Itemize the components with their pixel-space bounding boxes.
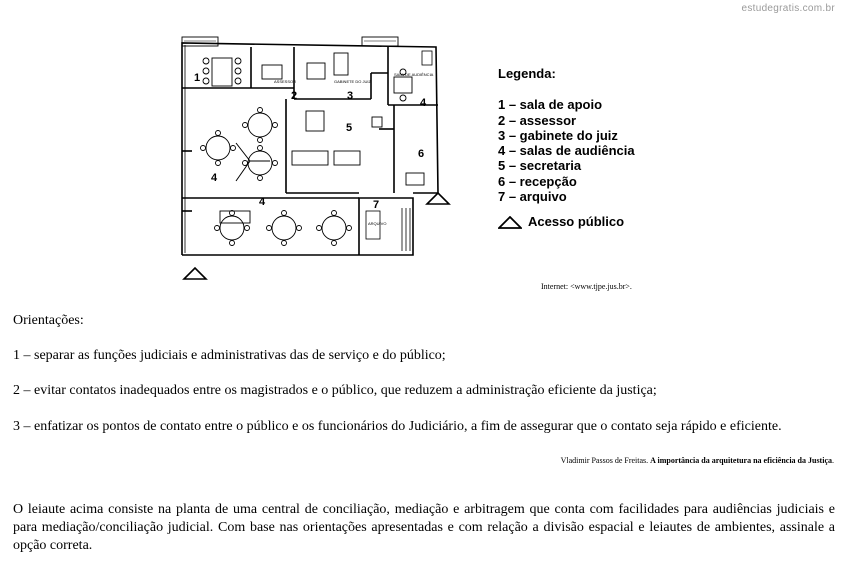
work-title: A importância da arquitetura na eficiência da Justiça bbox=[650, 456, 832, 465]
orientation-item: 3 – enfatizar os pontos de contato entre o público e os funcionários do Judiciário, a fim de assegurar que o contato seja rápido e eficiente. bbox=[13, 419, 782, 434]
source-credit: Internet: <www.tjpe.jus.br>. bbox=[541, 282, 632, 291]
orientation-item: 1 – separar as funções judiciais e administrativas das de serviço e do público; bbox=[13, 348, 446, 363]
legend-item: 6 – recepção bbox=[498, 173, 577, 189]
legend-access-label: Acesso público bbox=[528, 214, 625, 230]
room-label-arquivo: ARQUIVO bbox=[368, 221, 387, 226]
legend-title: Legenda: bbox=[498, 66, 556, 81]
legend-item: 4 – salas de audiência bbox=[498, 143, 635, 159]
legend-item: 2 – assessor bbox=[498, 112, 577, 128]
floor-plan bbox=[166, 33, 456, 285]
author-credit: Vladimir Passos de Freitas. A importância da arquitetura na eficiência da Justiça. bbox=[560, 456, 834, 465]
room-label-sala-audiencia: SALA DE AUDIÊNCIA bbox=[394, 72, 434, 77]
room-label-gabinete: GABINETE DO JUIZ bbox=[334, 79, 371, 84]
legend bbox=[498, 66, 635, 230]
legend-item: 3 – gabinete do juiz bbox=[498, 127, 618, 143]
room-number: 6 bbox=[418, 148, 425, 160]
legend-item: 1 – sala de apoio bbox=[498, 97, 603, 113]
room-number: 4 bbox=[211, 172, 218, 184]
watermark: estudegratis.com.br bbox=[741, 3, 835, 14]
legend-item: 7 – arquivo bbox=[498, 189, 567, 205]
question-text: O leiaute acima consiste na planta de uma central de conciliação, mediação e arbitragem que conta com facilidades para audiências judiciais e para mediação/conciliação judicial. Com base nas orientações apresentadas e com relação a divisão espacial e leiautes de ambientes, assinale a opção correta. bbox=[13, 502, 835, 553]
room-number: 3 bbox=[347, 90, 354, 102]
access-triangle-icon bbox=[498, 216, 522, 229]
room-number: 7 bbox=[373, 199, 380, 211]
author-name: Vladimir Passos de Freitas. bbox=[560, 456, 649, 465]
room-number: 1 bbox=[194, 72, 201, 84]
room-number: 4 bbox=[420, 97, 427, 109]
room-number: 2 bbox=[291, 90, 298, 102]
legend-item: 5 – secretaria bbox=[498, 158, 582, 174]
orientations-heading: Orientações: bbox=[13, 313, 84, 328]
room-number: 4 bbox=[259, 196, 266, 208]
orientation-item: 2 – evitar contatos inadequados entre os magistrados e o público, que reduzem a administração eficiente da justiça; bbox=[13, 383, 657, 398]
room-number: 5 bbox=[346, 122, 353, 134]
room-label-assessor: ASSESSOR bbox=[274, 79, 297, 84]
legend-access bbox=[498, 214, 635, 229]
